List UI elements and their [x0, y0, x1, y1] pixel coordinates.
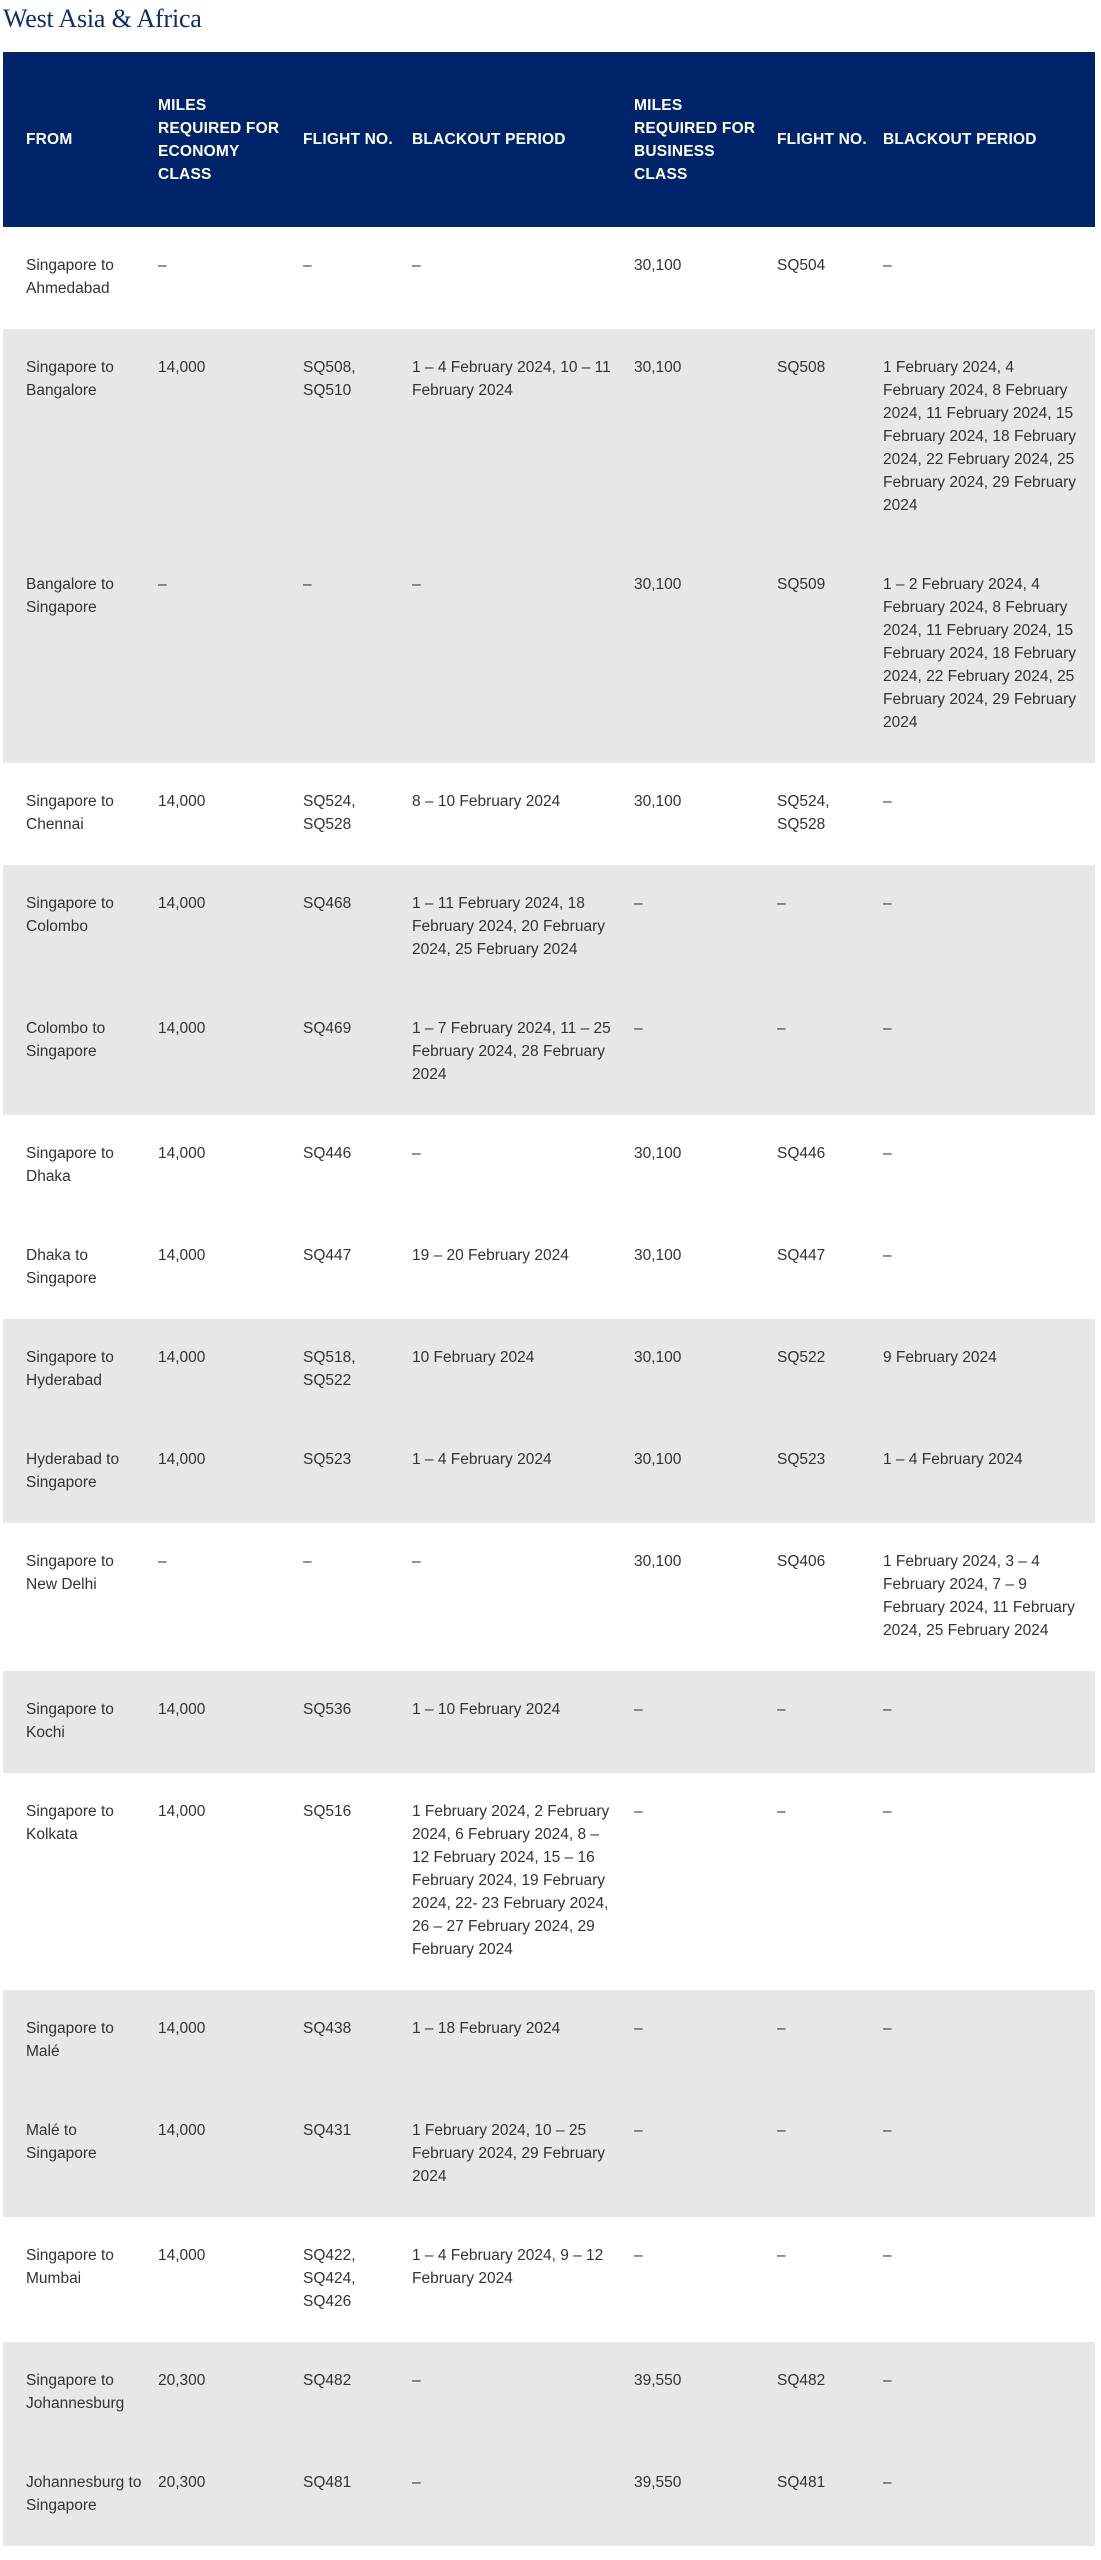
cell-economy-miles: 14,000: [158, 1217, 303, 1319]
cell-economy-miles: 20,300: [158, 2342, 303, 2444]
cell-economy-blackout: 1 – 4 February 2024: [412, 1421, 634, 1523]
cell-economy-flight: SQ523: [303, 1421, 412, 1523]
cell-economy-miles: 14,000: [158, 2217, 303, 2342]
cell-economy-blackout: 1 February 2024, 2 February 2024, 6 February 2024, 8 – 12 February 2024, 15 – 16 February 2024, 19 February 2024, 22- 23 February 2024, 26 – 27 February 2024, 29 February 2024: [412, 1773, 634, 1990]
header-economy-flight: FLIGHT NO.: [303, 131, 393, 148]
cell-business-flight: SQ482: [777, 2342, 883, 2444]
cell-economy-miles: –: [158, 546, 303, 763]
cell-business-miles: –: [634, 1773, 777, 1990]
cell-business-blackout: –: [883, 1671, 1095, 1773]
table-row: [3, 1319, 1095, 1421]
cell-route: Malé to Singapore: [3, 2092, 158, 2217]
cell-business-blackout: –: [883, 763, 1095, 865]
cell-business-miles: –: [634, 1671, 777, 1773]
cell-economy-flight: SQ469: [303, 990, 412, 1115]
cell-route: Singapore to Johannesburg: [3, 2342, 158, 2444]
cell-economy-miles: 14,000: [158, 865, 303, 990]
cell-route: Singapore to Bangalore: [3, 329, 158, 546]
cell-economy-blackout: 1 – 18 February 2024: [412, 1990, 634, 2092]
cell-business-flight: SQ522: [777, 1319, 883, 1421]
cell-business-flight: SQ406: [777, 1523, 883, 1671]
cell-economy-flight: SQ482: [303, 2342, 412, 2444]
cell-business-flight: –: [777, 1671, 883, 1773]
cell-economy-blackout: –: [412, 2444, 634, 2546]
cell-route: Singapore to New Delhi: [3, 1523, 158, 1671]
cell-route: Singapore to Kolkata: [3, 1773, 158, 1990]
cell-business-flight: –: [777, 865, 883, 990]
cell-business-flight: –: [777, 2217, 883, 2342]
cell-economy-flight: SQ446: [303, 1115, 412, 1217]
cell-economy-blackout: 10 February 2024: [412, 1319, 634, 1421]
cell-business-blackout: –: [883, 1990, 1095, 2092]
cell-business-flight: SQ504: [777, 227, 883, 329]
table-row: [3, 546, 1095, 763]
cell-economy-blackout: 1 – 4 February 2024, 9 – 12 February 2024: [412, 2217, 634, 2342]
cell-economy-flight: –: [303, 1523, 412, 1671]
table-row: [3, 763, 1095, 865]
cell-business-flight: SQ446: [777, 1115, 883, 1217]
cell-economy-flight: SQ524, SQ528: [303, 763, 412, 865]
table-row: [3, 1523, 1095, 1671]
table-row: [3, 329, 1095, 546]
cell-business-blackout: –: [883, 2342, 1095, 2444]
table-row: [3, 2092, 1095, 2217]
cell-route: Johannesburg to Singapore: [3, 2444, 158, 2546]
header-business-blackout: BLACKOUT PERIOD: [883, 131, 1037, 148]
cell-business-blackout: 1 February 2024, 4 February 2024, 8 February 2024, 11 February 2024, 15 February 2024, 18 February 2024, 22 February 2024, 25 February 2024, 29 February 2024: [883, 329, 1095, 546]
cell-business-blackout: 1 February 2024, 3 – 4 February 2024, 7 – 9 February 2024, 11 February 2024, 25 February 2024: [883, 1523, 1095, 1671]
cell-economy-miles: 14,000: [158, 329, 303, 546]
cell-economy-blackout: –: [412, 1115, 634, 1217]
cell-business-flight: SQ524, SQ528: [777, 763, 883, 865]
cell-route: Singapore to Ahmedabad: [3, 227, 158, 329]
cell-route: Dhaka to Singapore: [3, 1217, 158, 1319]
cell-economy-miles: 14,000: [158, 1990, 303, 2092]
cell-economy-blackout: –: [412, 2342, 634, 2444]
cell-business-miles: –: [634, 2092, 777, 2217]
table-row: [3, 2217, 1095, 2342]
cell-business-miles: 30,100: [634, 763, 777, 865]
cell-economy-blackout: 19 – 20 February 2024: [412, 1217, 634, 1319]
cell-business-miles: 30,100: [634, 1421, 777, 1523]
table-body: [3, 227, 1095, 2546]
cell-business-miles: 30,100: [634, 1319, 777, 1421]
table-row: [3, 2342, 1095, 2444]
cell-route: Singapore to Chennai: [3, 763, 158, 865]
cell-business-flight: SQ481: [777, 2444, 883, 2546]
header-economy-miles: MILES REQUIRED FOR ECONOMY CLASS: [158, 96, 280, 183]
cell-business-flight: –: [777, 2092, 883, 2217]
cell-economy-miles: 14,000: [158, 990, 303, 1115]
award-table-container: [3, 52, 1095, 2546]
cell-business-flight: –: [777, 1773, 883, 1990]
table-row: [3, 1217, 1095, 1319]
cell-economy-miles: 14,000: [158, 763, 303, 865]
cell-economy-blackout: 1 – 7 February 2024, 11 – 25 February 2024, 28 February 2024: [412, 990, 634, 1115]
header-economy-blackout: BLACKOUT PERIOD: [412, 131, 566, 148]
header-business-miles: MILES REQUIRED FOR BUSINESS CLASS: [634, 96, 756, 183]
cell-economy-flight: SQ438: [303, 1990, 412, 2092]
cell-business-blackout: –: [883, 227, 1095, 329]
cell-business-flight: –: [777, 1990, 883, 2092]
cell-business-flight: SQ523: [777, 1421, 883, 1523]
cell-route: Colombo to Singapore: [3, 990, 158, 1115]
cell-economy-blackout: –: [412, 546, 634, 763]
table-row: [3, 227, 1095, 329]
cell-business-miles: 39,550: [634, 2444, 777, 2546]
table-header: [3, 52, 1095, 227]
cell-economy-miles: 14,000: [158, 2092, 303, 2217]
cell-economy-flight: SQ431: [303, 2092, 412, 2217]
cell-route: Singapore to Colombo: [3, 865, 158, 990]
table-row: [3, 990, 1095, 1115]
cell-economy-flight: SQ516: [303, 1773, 412, 1990]
cell-economy-flight: SQ447: [303, 1217, 412, 1319]
cell-economy-blackout: 1 – 11 February 2024, 18 February 2024, 20 February 2024, 25 February 2024: [412, 865, 634, 990]
cell-business-blackout: –: [883, 1217, 1095, 1319]
cell-business-blackout: –: [883, 1773, 1095, 1990]
cell-economy-flight: SQ536: [303, 1671, 412, 1773]
cell-route: Bangalore to Singapore: [3, 546, 158, 763]
cell-economy-blackout: –: [412, 227, 634, 329]
cell-business-miles: –: [634, 865, 777, 990]
cell-economy-flight: –: [303, 546, 412, 763]
cell-economy-miles: 14,000: [158, 1421, 303, 1523]
cell-economy-flight: SQ422, SQ424, SQ426: [303, 2217, 412, 2342]
header-row: [3, 52, 1095, 227]
table-row: [3, 865, 1095, 990]
cell-economy-flight: SQ468: [303, 865, 412, 990]
cell-business-miles: 30,100: [634, 1523, 777, 1671]
cell-route: Singapore to Malé: [3, 1990, 158, 2092]
cell-business-miles: 39,550: [634, 2342, 777, 2444]
cell-business-blackout: –: [883, 2217, 1095, 2342]
header-from: FROM: [26, 131, 73, 148]
cell-economy-flight: –: [303, 227, 412, 329]
cell-business-miles: –: [634, 990, 777, 1115]
cell-business-blackout: 1 – 4 February 2024: [883, 1421, 1095, 1523]
cell-economy-miles: 14,000: [158, 1773, 303, 1990]
cell-economy-miles: 14,000: [158, 1115, 303, 1217]
cell-business-blackout: 9 February 2024: [883, 1319, 1095, 1421]
cell-business-miles: 30,100: [634, 546, 777, 763]
award-miles-table: [3, 52, 1095, 2546]
table-row: [3, 1671, 1095, 1773]
cell-economy-blackout: 1 – 4 February 2024, 10 – 11 February 2024: [412, 329, 634, 546]
cell-economy-flight: SQ508, SQ510: [303, 329, 412, 546]
cell-economy-miles: 14,000: [158, 1319, 303, 1421]
cell-business-miles: 30,100: [634, 1217, 777, 1319]
cell-business-flight: SQ508: [777, 329, 883, 546]
page-title: West Asia & Africa: [3, 4, 202, 33]
cell-economy-blackout: 1 – 10 February 2024: [412, 1671, 634, 1773]
cell-business-miles: 30,100: [634, 227, 777, 329]
header-business-flight: FLIGHT NO.: [777, 131, 867, 148]
cell-business-flight: SQ509: [777, 546, 883, 763]
cell-route: Singapore to Hyderabad: [3, 1319, 158, 1421]
cell-route: Singapore to Kochi: [3, 1671, 158, 1773]
cell-business-blackout: –: [883, 990, 1095, 1115]
cell-economy-blackout: 8 – 10 February 2024: [412, 763, 634, 865]
cell-route: Hyderabad to Singapore: [3, 1421, 158, 1523]
cell-economy-flight: SQ481: [303, 2444, 412, 2546]
cell-economy-blackout: –: [412, 1523, 634, 1671]
cell-economy-miles: 14,000: [158, 1671, 303, 1773]
cell-economy-miles: –: [158, 227, 303, 329]
table-row: [3, 1773, 1095, 1990]
cell-business-miles: 30,100: [634, 329, 777, 546]
table-row: [3, 1421, 1095, 1523]
cell-business-blackout: 1 – 2 February 2024, 4 February 2024, 8 February 2024, 11 February 2024, 15 February 2024, 18 February 2024, 22 February 2024, 25 February 2024, 29 February 2024: [883, 546, 1095, 763]
cell-economy-blackout: 1 February 2024, 10 – 25 February 2024, 29 February 2024: [412, 2092, 634, 2217]
cell-business-flight: SQ447: [777, 1217, 883, 1319]
cell-economy-miles: –: [158, 1523, 303, 1671]
cell-business-miles: –: [634, 1990, 777, 2092]
table-row: [3, 2444, 1095, 2546]
cell-business-miles: 30,100: [634, 1115, 777, 1217]
cell-business-flight: –: [777, 990, 883, 1115]
table-row: [3, 1990, 1095, 2092]
cell-business-blackout: –: [883, 865, 1095, 990]
cell-business-blackout: –: [883, 1115, 1095, 1217]
cell-business-blackout: –: [883, 2092, 1095, 2217]
cell-economy-flight: SQ518, SQ522: [303, 1319, 412, 1421]
cell-business-miles: –: [634, 2217, 777, 2342]
cell-route: Singapore to Mumbai: [3, 2217, 158, 2342]
cell-economy-miles: 20,300: [158, 2444, 303, 2546]
cell-route: Singapore to Dhaka: [3, 1115, 158, 1217]
cell-business-blackout: –: [883, 2444, 1095, 2546]
table-row: [3, 1115, 1095, 1217]
